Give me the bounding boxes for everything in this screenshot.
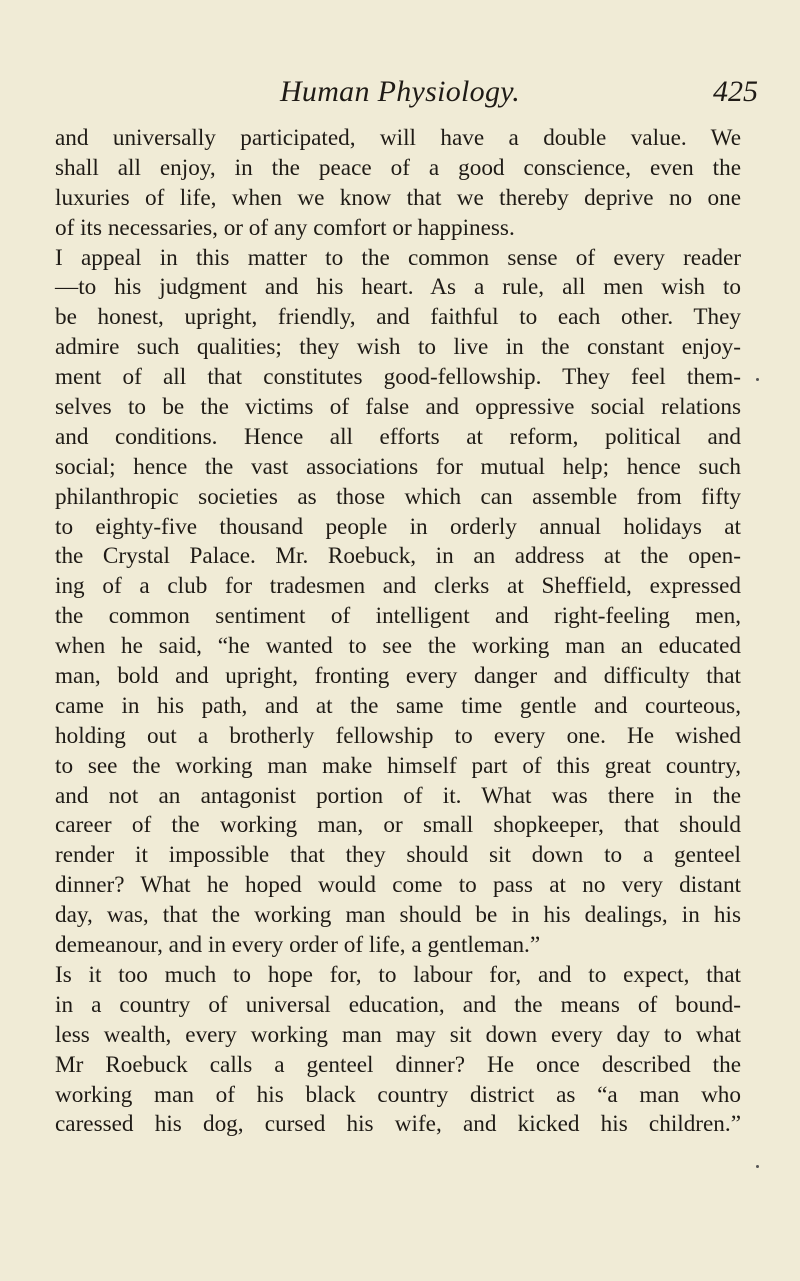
text-line: the common sentiment of intelligent and right-feeling men, bbox=[55, 603, 741, 630]
text-line: the Crystal Palace. Mr. Roebuck, in an address at the open- bbox=[55, 543, 741, 570]
text-line: and conditions. Hence all efforts at reform, political and bbox=[55, 423, 741, 450]
text-line: be honest, upright, friendly, and faithful to each other. They bbox=[55, 304, 741, 331]
margin-speck bbox=[756, 1165, 759, 1168]
text-line: I appeal in this matter to the common sense of every reader bbox=[55, 244, 741, 271]
text-line: Is it too much to hope for, to labour for, and to expect, that bbox=[55, 961, 741, 988]
running-head bbox=[40, 72, 760, 112]
text-line: when he said, “he wanted to see the working man an educated bbox=[55, 633, 741, 660]
text-line: in a country of universal education, and the means of bound- bbox=[55, 991, 741, 1018]
text-line: demeanour, and in every order of life, a gentleman.” bbox=[55, 932, 541, 959]
text-line: of its necessaries, or of any comfort or happiness. bbox=[55, 214, 515, 241]
text-line: came in his path, and at the same time gentle and courteous, bbox=[55, 692, 741, 719]
text-line: man, bold and upright, fronting every danger and difficulty that bbox=[55, 663, 741, 690]
text-line: render it impossible that they should sit down to a genteel bbox=[55, 842, 741, 869]
body-text bbox=[55, 124, 741, 1140]
text-line: day, was, that the working man should be in his dealings, in his bbox=[55, 902, 741, 929]
text-line: selves to be the victims of false and oppressive social relations bbox=[55, 394, 741, 421]
page-number: 425 bbox=[713, 75, 758, 108]
margin-speck bbox=[756, 378, 759, 381]
text-line: and not an antagonist portion of it. What was there in the bbox=[55, 782, 741, 809]
running-head-title: Human Physiology. bbox=[279, 75, 521, 108]
text-line: and universally participated, will have a double value. We bbox=[55, 125, 741, 151]
text-line: working man of his black country district as “a man who bbox=[55, 1081, 741, 1108]
text-line: Mr Roebuck calls a genteel dinner? He once described the bbox=[55, 1051, 741, 1078]
text-line: ing of a club for tradesmen and clerks at Sheffield, expressed bbox=[55, 573, 741, 600]
text-line: social; hence the vast associations for mutual help; hence such bbox=[55, 453, 741, 480]
text-line: luxuries of life, when we know that we thereby deprive no one bbox=[55, 184, 741, 211]
text-line: ment of all that constitutes good-fellowship. They feel them- bbox=[55, 364, 741, 391]
text-line: holding out a brotherly fellowship to every one. He wished bbox=[55, 722, 741, 749]
text-line: career of the working man, or small shopkeeper, that should bbox=[55, 812, 741, 839]
text-line: shall all enjoy, in the peace of a good conscience, even the bbox=[55, 154, 741, 181]
text-line: to see the working man make himself part of this great country, bbox=[55, 752, 741, 779]
text-line: —to his judgment and his heart. As a rule, all men wish to bbox=[55, 274, 741, 301]
text-line: dinner? What he hoped would come to pass at no very distant bbox=[55, 872, 741, 899]
text-line: philanthropic societies as those which can assemble from fifty bbox=[55, 483, 741, 510]
text-line: admire such qualities; they wish to live in the constant enjoy- bbox=[55, 334, 741, 361]
text-line: caressed his dog, cursed his wife, and kicked his children.” bbox=[55, 1111, 741, 1138]
text-line: to eighty-five thousand people in orderly annual holidays at bbox=[55, 513, 741, 540]
text-line: less wealth, every working man may sit down every day to what bbox=[55, 1021, 741, 1048]
